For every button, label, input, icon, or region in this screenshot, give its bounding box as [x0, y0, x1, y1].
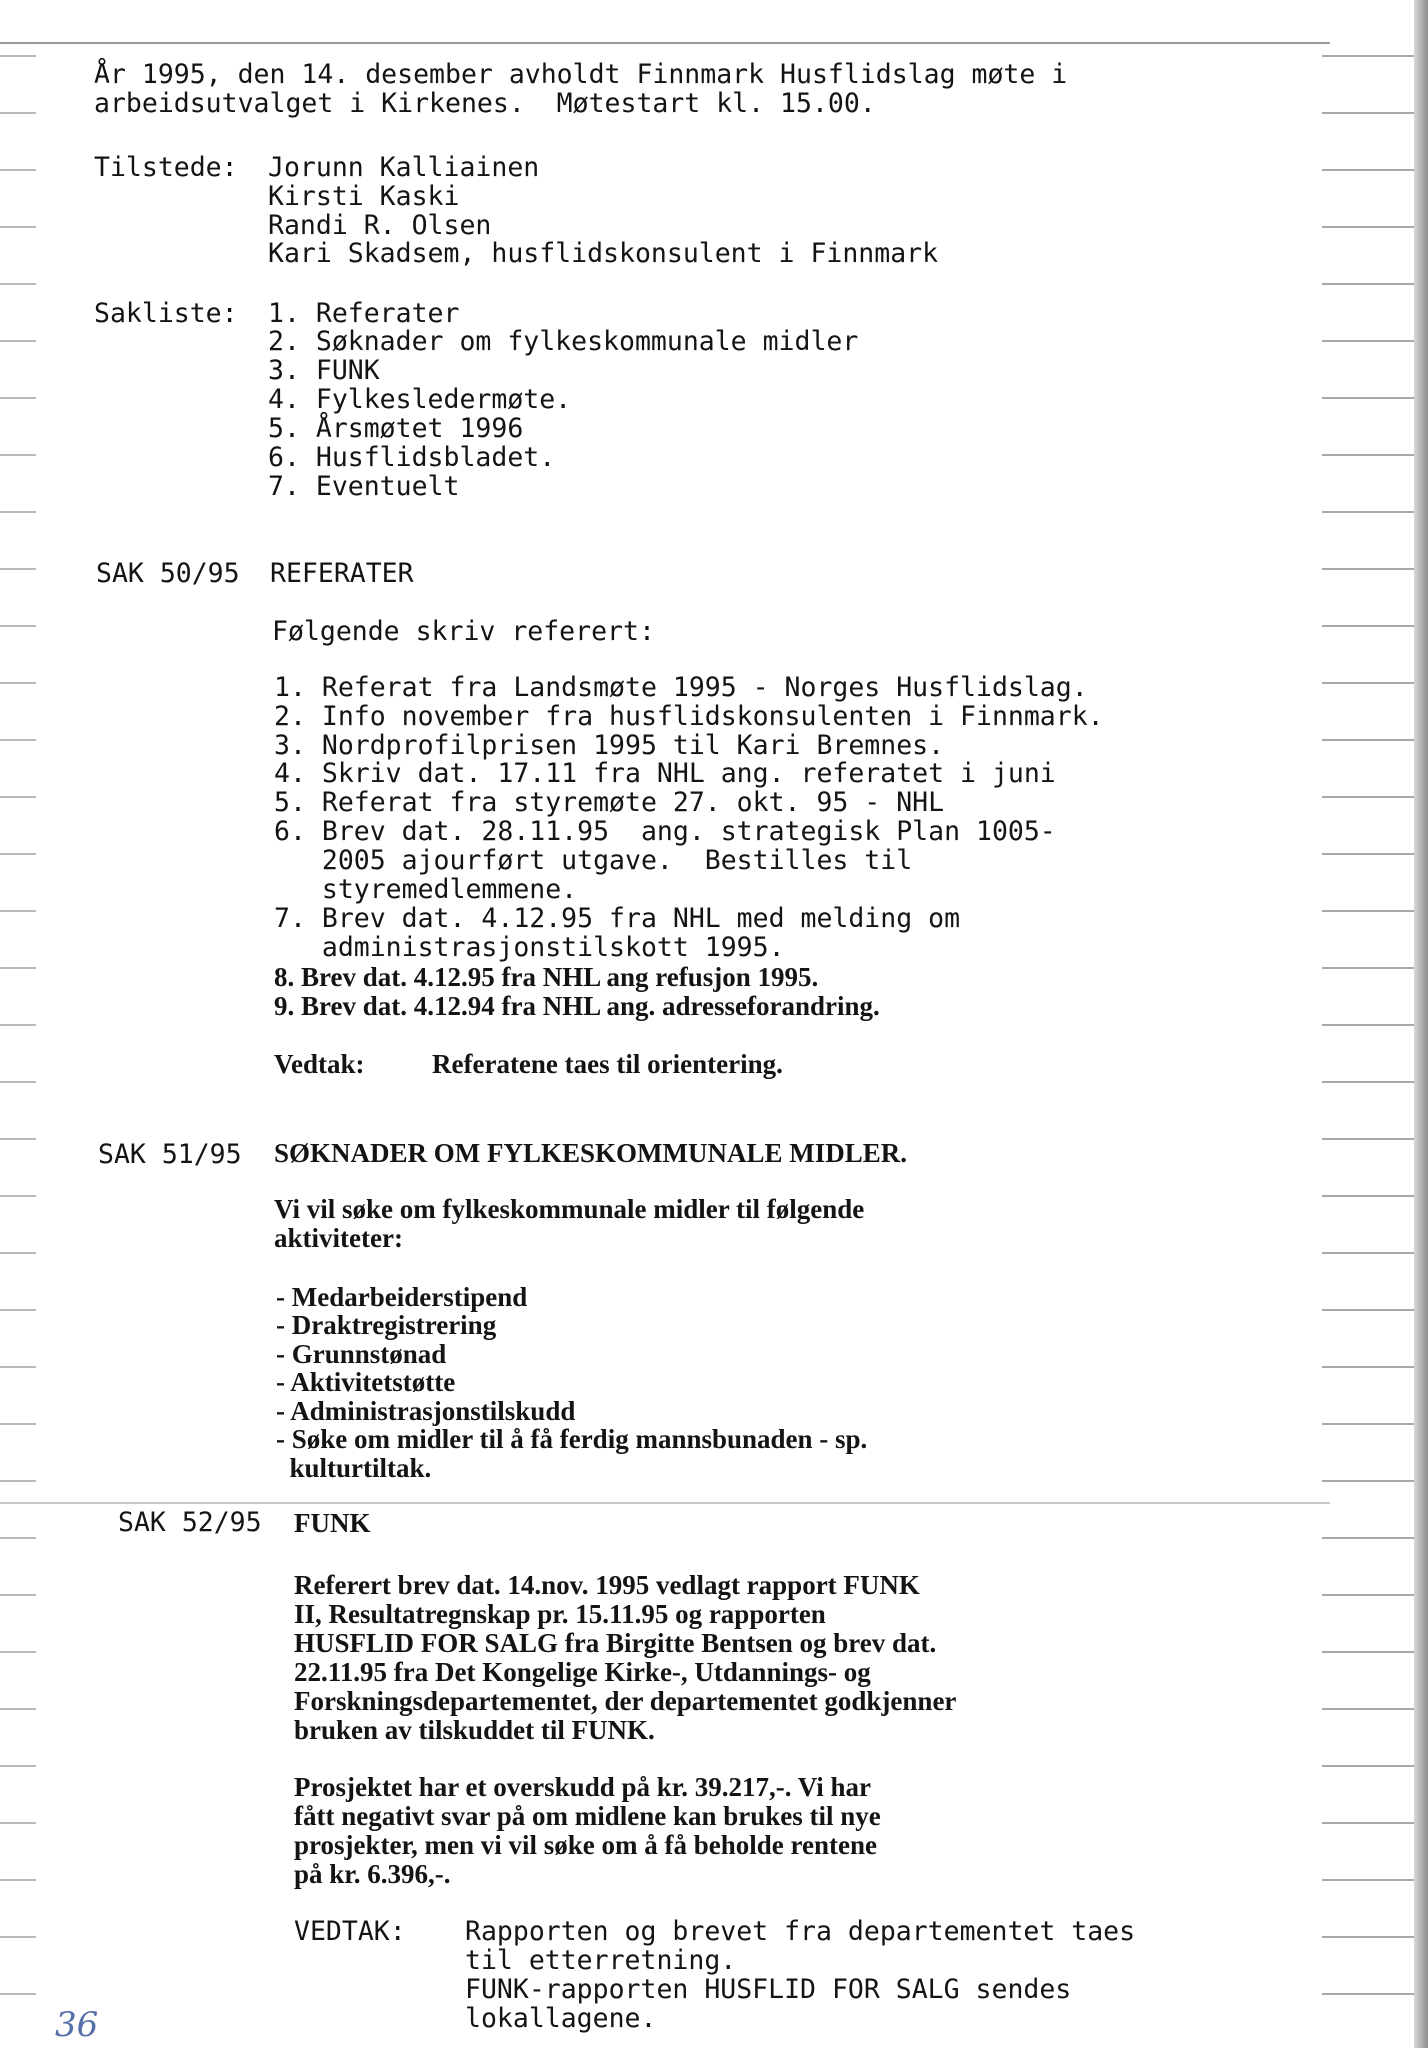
sak52-decision-label: VEDTAK: — [294, 1916, 406, 1947]
sak52-decision-line: til etterretning. — [465, 1945, 737, 1976]
sak52-para1-line: II, Resultatregnskap pr. 15.11.95 og rapporten — [294, 1599, 826, 1629]
sak50-item: styremedlemmene. — [274, 874, 578, 905]
sak51-item: - Søke om midler til å få ferdig mannsbunaden - sp. — [276, 1424, 868, 1454]
sak50-item: 4. Skriv dat. 17.11 fra NHL ang. referatet i juni — [274, 758, 1056, 789]
sak50-decision-label: Vedtak: — [274, 1049, 365, 1079]
attendees-label: Tilstede: — [94, 152, 238, 183]
sak50-title: REFERATER — [270, 558, 414, 589]
attendee: Kirsti Kaski — [268, 181, 460, 212]
agenda-item: 7. Eventuelt — [268, 471, 460, 502]
sak52-decision-line: lokallagene. — [465, 2003, 657, 2034]
sak50-item: 2. Info november fra husflidskonsulenten i Finnmark. — [274, 701, 1104, 732]
agenda-item: 4. Fylkesledermøte. — [268, 384, 572, 415]
sak52-para2-line: på kr. 6.396,-. — [294, 1859, 451, 1889]
sak51-item: - Aktivitetstøtte — [276, 1367, 456, 1397]
sak52-para2-line: Prosjektet har et overskudd på kr. 39.217,-. Vi har — [294, 1772, 872, 1802]
sak52-title: FUNK — [294, 1508, 371, 1538]
sak50-item: 5. Referat fra styremøte 27. okt. 95 - NHL — [274, 787, 945, 818]
sak51-intro-2: aktiviteter: — [274, 1223, 403, 1253]
header-line-1: År 1995, den 14. desember avholdt Finnmark Husflidslag møte i — [94, 59, 1068, 90]
header-line-2: arbeidsutvalget i Kirkenes. Møtestart kl. 15.00. — [94, 88, 876, 119]
sak51-item: kulturtiltak. — [276, 1453, 432, 1483]
attendee: Randi R. Olsen — [268, 210, 492, 241]
agenda-label: Sakliste: — [94, 298, 238, 329]
handwritten-page-number: 36 — [55, 2005, 99, 2045]
sak50-intro: Følgende skriv referert: — [272, 616, 655, 647]
sak52-para1-line: bruken av tilskuddet til FUNK. — [294, 1715, 655, 1745]
sak51-number: SAK 51/95 — [98, 1139, 242, 1170]
attendee: Kari Skadsem, husflidskonsulent i Finnmark — [268, 238, 939, 269]
sak52-para1-line: 22.11.95 fra Det Kongelige Kirke-, Utdannings- og — [294, 1657, 871, 1687]
agenda-item: 3. FUNK — [268, 355, 380, 386]
sak50-item: 2005 ajourført utgave. Bestilles til — [274, 845, 913, 876]
agenda-item: 2. Søknader om fylkeskommunale midler — [268, 326, 859, 357]
right-ruled-margin — [1322, 0, 1428, 2048]
sak50-item: 3. Nordprofilprisen 1995 til Kari Bremnes. — [274, 730, 945, 761]
sak50-item: 7. Brev dat. 4.12.95 fra NHL med melding om — [274, 903, 961, 934]
page-binding-edge — [1414, 0, 1428, 2048]
sak51-item: - Administrasjonstilskudd — [276, 1396, 576, 1426]
sak51-item: - Medarbeiderstipend — [276, 1282, 528, 1312]
sak52-para1-line: HUSFLID FOR SALG fra Birgitte Bentsen og brev dat. — [294, 1628, 937, 1658]
sak50-item-bold: 9. Brev dat. 4.12.94 fra NHL ang. adresseforandring. — [274, 991, 880, 1021]
sak51-intro-1: Vi vil søke om fylkeskommunale midler til følgende — [274, 1194, 865, 1224]
top-rule — [0, 42, 1330, 44]
sak50-item-bold: 8. Brev dat. 4.12.95 fra NHL ang refusjon 1995. — [274, 962, 819, 992]
sak52-para2-line: fått negativt svar på om midlene kan brukes til nye — [294, 1801, 881, 1831]
sak52-number: SAK 52/95 — [118, 1507, 262, 1538]
agenda-item: 5. Årsmøtet 1996 — [268, 413, 524, 444]
sak52-decision-line: Rapporten og brevet fra departementet taes — [465, 1916, 1136, 1947]
sak50-number: SAK 50/95 — [96, 558, 240, 589]
sak50-item: 1. Referat fra Landsmøte 1995 - Norges Husflidslag. — [274, 672, 1088, 703]
sak52-para2-line: prosjekter, men vi vil søke om å få beholde rentene — [294, 1830, 877, 1860]
sak51-item: - Grunnstønad — [276, 1339, 447, 1369]
sak52-decision-line: FUNK-rapporten HUSFLID FOR SALG sendes — [465, 1974, 1072, 2005]
left-ruled-margin — [0, 0, 36, 2048]
sak50-decision-text: Referatene taes til orientering. — [432, 1049, 783, 1079]
pasted-sheet-edge — [0, 1502, 1330, 1504]
agenda-item: 6. Husflidsbladet. — [268, 442, 556, 473]
sak52-para1-line: Referert brev dat. 14.nov. 1995 vedlagt rapport FUNK — [294, 1570, 920, 1600]
sak51-title: SØKNADER OM FYLKESKOMMUNALE MIDLER. — [274, 1138, 908, 1168]
sak52-para1-line: Forskningsdepartementet, der departementet godkjenner — [294, 1686, 957, 1716]
sak50-item: 6. Brev dat. 28.11.95 ang. strategisk Plan 1005- — [274, 816, 1056, 847]
agenda-item: 1. Referater — [268, 298, 460, 329]
sak50-item: administrasjonstilskott 1995. — [274, 932, 785, 963]
sak51-item: - Draktregistrering — [276, 1310, 497, 1340]
attendee: Jorunn Kalliainen — [268, 152, 540, 183]
